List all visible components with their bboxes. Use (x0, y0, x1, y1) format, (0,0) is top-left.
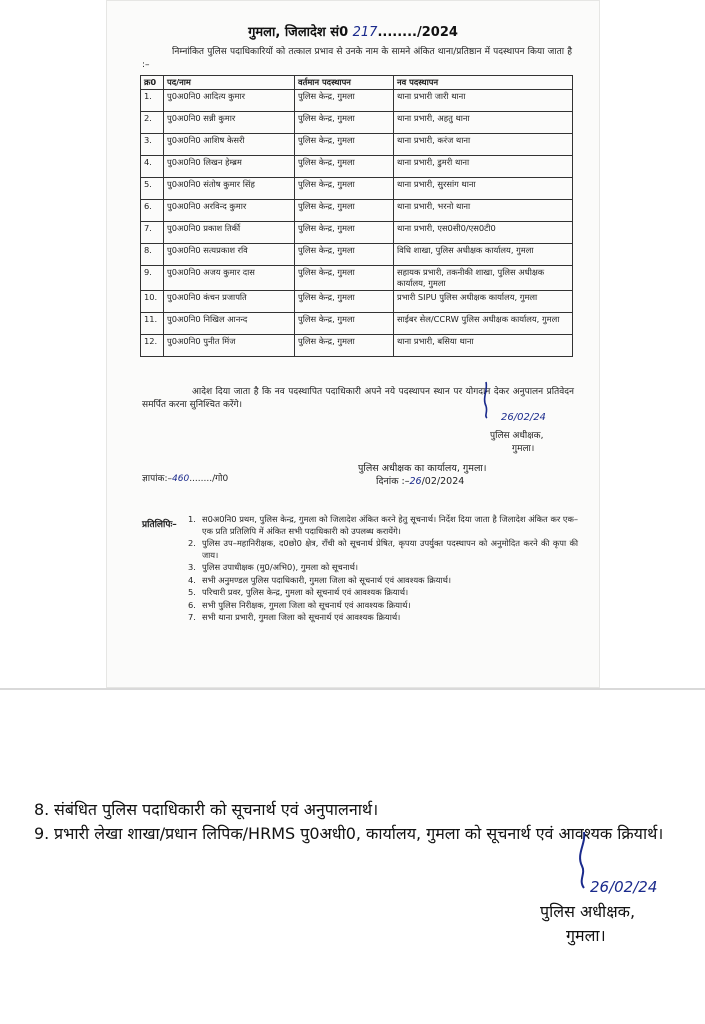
list-item (188, 612, 578, 624)
new-posting: थाना प्रभारी, भरनो थाना (394, 200, 573, 222)
order-paragraph: आदेश दिया जाता है कि नव पदस्थापित पदाधिकारी अपने नये पदस्थापन स्थान पर योगदान देकर अनुपालन प्रतिवेदन समर्पित करना सुनिश्चित करेंगे। (142, 387, 574, 410)
date-rest: /02/2024 (421, 476, 465, 487)
signature-title: पुलिस अधीक्षक, (490, 431, 544, 441)
signature-block (490, 430, 543, 456)
table-row (141, 244, 573, 266)
current-posting: पुलिस केन्द्र, गुमला (295, 156, 394, 178)
item-number: 3. (188, 562, 196, 572)
officer-name: पु0अ0नि0 सत्यप्रकाश रवि (164, 244, 295, 266)
office-date (358, 475, 486, 488)
signature-place: गुमला। (512, 444, 535, 454)
new-posting: थाना प्रभारी, डुमरी थाना (394, 156, 573, 178)
order-title (106, 22, 600, 40)
table-row (141, 335, 573, 357)
date-label: दिनांक :– (376, 476, 410, 487)
officer-name: पु0अ0नि0 अरविन्द कुमार (164, 200, 295, 222)
current-posting: पुलिस केन्द्र, गुमला (295, 178, 394, 200)
item-number: 7. (188, 612, 196, 622)
officer-name: पु0अ0नि0 कंचन प्रजापति (164, 291, 295, 313)
row-serial: 1. (141, 90, 164, 112)
table-row (141, 178, 573, 200)
row-serial: 4. (141, 156, 164, 178)
signature-date: 26/02/24 (590, 878, 658, 896)
table-row (141, 200, 573, 222)
current-posting: पुलिस केन्द्र, गुमला (295, 222, 394, 244)
item-text: सभी पुलिस निरीक्षक, गुमला जिला को सूचनार्थ एवं आवश्यक क्रियार्थ। (202, 599, 411, 610)
new-posting: साईबर सेल/CCRW पुलिस अधीक्षक कार्यालय, गुमला (394, 313, 573, 335)
header-current-posting: वर्तमान पदस्थापन (295, 76, 394, 90)
list-item (188, 575, 578, 587)
item-number: 5. (188, 587, 196, 597)
item-number: 4. (188, 574, 196, 585)
item-text: पुलिस उपाधीक्षक (मु0/अभि0), गुमला को सूचनार्थ। (202, 562, 359, 572)
row-serial: 11. (141, 313, 164, 335)
list-item (34, 798, 674, 822)
office-block (358, 462, 486, 488)
current-posting: पुलिस केन्द्र, गुमला (295, 335, 394, 357)
item-text: परिचारी प्रवर, पुलिस केन्द्र, गुमला को सूचनार्थ एवं आवश्यक क्रियार्थ। (202, 587, 409, 597)
row-serial: 8. (141, 244, 164, 266)
officer-name: पु0अ0नि0 सन्नी कुमार (164, 112, 295, 134)
new-posting: प्रभारी SIPU पुलिस अधीक्षक कार्यालय, गुमला (394, 291, 573, 313)
current-posting: पुलिस केन्द्र, गुमला (295, 90, 394, 112)
officer-name: पु0अ0नि0 प्रकाश तिर्की (164, 222, 295, 244)
memo-label: ज्ञापांक:– (142, 474, 172, 484)
new-posting: थाना प्रभारी, अहतु थाना (394, 112, 573, 134)
officer-name: पु0अ0नि0 आदित्य कुमार (164, 90, 295, 112)
table-row (141, 313, 573, 335)
row-serial: 10. (141, 291, 164, 313)
item-number: 8. (34, 800, 50, 819)
row-serial: 12. (141, 335, 164, 357)
current-posting: पुलिस केन्द्र, गुमला (295, 134, 394, 156)
title-text: गुमला, जिलादेश सं0 (248, 25, 353, 40)
current-posting: पुलिस केन्द्र, गुमला (295, 266, 394, 291)
table-row (141, 291, 573, 313)
list-item (188, 600, 578, 612)
copy-list (188, 514, 578, 625)
table-row (141, 266, 573, 291)
item-number: 9. (34, 824, 50, 843)
table-row (141, 112, 573, 134)
document-page-1 (106, 0, 600, 688)
row-serial: 2. (141, 112, 164, 134)
posting-table (140, 75, 573, 357)
item-text: संबंधित पुलिस पदाधिकारी को सूचनार्थ एवं अनुपालनार्थ। (54, 800, 379, 819)
date-day-handwritten: 26 (409, 476, 422, 487)
signature-title: पुलिस अधीक्षक, (540, 902, 636, 921)
header-name: पद/नाम (164, 76, 295, 90)
row-serial: 7. (141, 222, 164, 244)
list-item (188, 562, 578, 574)
new-posting: थाना प्रभारी, करंज थाना (394, 134, 573, 156)
row-serial: 3. (141, 134, 164, 156)
current-posting: पुलिस केन्द्र, गुमला (295, 244, 394, 266)
table-header-row (141, 76, 573, 90)
table-row (141, 90, 573, 112)
item-text: सभी अनुमण्डल पुलिस पदाधिकारी, गुमला जिला को सूचनार्थ एवं आवश्यक क्रियार्थ। (202, 574, 452, 585)
title-year: ......../2024 (377, 25, 458, 40)
copy-label: प्रतिलिपिः– (142, 520, 177, 530)
new-posting: विधि शाखा, पुलिस अधीक्षक कार्यालय, गुमला (394, 244, 573, 266)
row-serial: 9. (141, 266, 164, 291)
new-posting: थाना प्रभारी, एस0सी0/एस0टी0 (394, 222, 573, 244)
officer-name: पु0अ0नि0 अजय कुमार दास (164, 266, 295, 291)
current-posting: पुलिस केन्द्र, गुमला (295, 313, 394, 335)
memo-number (142, 471, 228, 484)
officer-name: पु0अ0नि0 संतोष कुमार सिंह (164, 178, 295, 200)
signature-date: 26/02/24 (501, 412, 546, 423)
office-name: पुलिस अधीक्षक का कार्यालय, गुमला। (358, 463, 487, 474)
item-text: स0अ0नि0 प्रथम, पुलिस केन्द्र, गुमला को जिलादेश अंकित करने हेतु सूचनार्थ। निर्देश दिया जाता है जिलादेश अंकित कर एक–एक प्रति प्रतिलिपि में अंकित सभी पदाधिकारी को उपलब्ध करायेंगे। (202, 514, 578, 536)
current-posting: पुलिस केन्द्र, गुमला (295, 200, 394, 222)
signature-block (540, 900, 635, 948)
document-page-2 (0, 690, 705, 1024)
new-posting: थाना प्रभारी, सुरसांग थाना (394, 178, 573, 200)
officer-name: पु0अ0नि0 निखिल आनन्द (164, 313, 295, 335)
table-row (141, 156, 573, 178)
row-serial: 5. (141, 178, 164, 200)
order-number-handwritten: 217 (352, 25, 378, 40)
memo-number-handwritten: 460 (172, 474, 190, 484)
new-posting: थाना प्रभारी, बसिया थाना (394, 335, 573, 357)
row-serial: 6. (141, 200, 164, 222)
header-new-posting: नव पदस्थापन (394, 76, 573, 90)
intro-paragraph: निम्नांकित पुलिस पदाधिकारियों को तत्काल प्रभाव से उनके नाम के सामने अंकित थाना/प्रतिष्ठान में पदस्थापन किया जाता है :– (142, 47, 572, 70)
new-posting: थाना प्रभारी जारी थाना (394, 90, 573, 112)
table-row (141, 134, 573, 156)
officer-name: पु0अ0नि0 पुनीत मिंज (164, 335, 295, 357)
item-text: पुलिस उप–महानिरीक्षक, द0छो0 क्षेत्र, राँची को सूचनार्थ प्रेषित, कृपया उपर्युक्त पदस्थापन को अनुमोदित करने की कृपा की जाय। (202, 538, 578, 560)
item-number: 1. (188, 514, 196, 524)
header-serial: क्र0 (141, 76, 164, 90)
table-row (141, 222, 573, 244)
current-posting: पुलिस केन्द्र, गुमला (295, 291, 394, 313)
officer-name: पु0अ0नि0 आशिष केसरी (164, 134, 295, 156)
signature-place: गुमला। (566, 926, 606, 945)
list-item (188, 587, 578, 599)
item-text: सभी थाना प्रभारी, गुमला जिला को सूचनार्थ एवं आवश्यक क्रियार्थ। (202, 612, 401, 622)
memo-suffix: ......../गो0 (189, 474, 229, 484)
item-number: 6. (188, 599, 196, 610)
signature-scribble (474, 380, 498, 420)
new-posting: सहायक प्रभारी, तकनीकी शाखा, पुलिस अधीक्षक कार्यालय, गुमला (394, 266, 573, 291)
item-number: 2. (188, 538, 196, 548)
current-posting: पुलिस केन्द्र, गुमला (295, 112, 394, 134)
item-text: प्रभारी लेखा शाखा/प्रधान लिपिक/HRMS पु0अधी0, कार्यालय, गुमला को सूचनार्थ एवं आवश्यक क्रियार्थ। (54, 824, 664, 843)
list-item (188, 514, 578, 537)
officer-name: पु0अ0नि0 लिखन हेम्ब्रम (164, 156, 295, 178)
list-item (188, 538, 578, 561)
